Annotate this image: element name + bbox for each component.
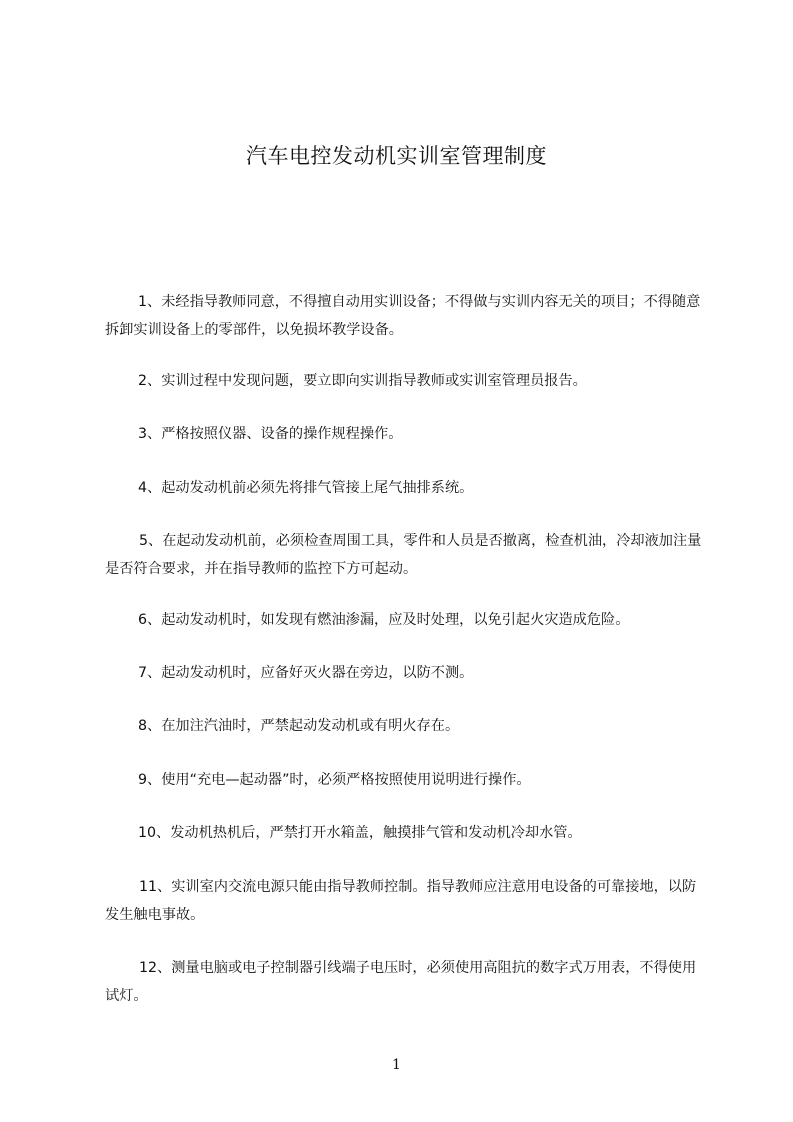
- rule-4: 4、起动发动机前必须先将排气管接上尾气抽排系统。: [138, 480, 474, 496]
- rule-1: 1、未经指导教师同意，不得擅自动用实训设备；不得做与实训内容无关的项目；不得随意拆卸实训设备上的零部件，以免损坏教学设备。: [105, 294, 701, 338]
- rule-9: 9、使用“充电—起动器”时，必须严格按照使用说明进行操作。: [138, 772, 531, 788]
- rule-2: 2、实训过程中发现问题，要立即向实训指导教师或实训室管理员报告。: [138, 373, 587, 389]
- rule-10: 10、发动机热机后，严禁打开水箱盖，触摸排气管和发动机冷却水管。: [138, 825, 582, 841]
- rule-7: 7、起动发动机时，应备好灭火器在旁边，以防不测。: [138, 665, 474, 681]
- rule-8: 8、在加注汽油时，严禁起动发动机或有明火存在。: [138, 718, 460, 734]
- rule-12: 12、测量电脑或电子控制器引线端子电压时，必须使用高阻抗的数字式万用表，不得使用试灯。: [105, 960, 697, 1004]
- rule-5: 5、在起动发动机前，必须检查周围工具，零件和人员是否撤离，检查机油，冷却液加注量是否符合要求，并在指导教师的监控下方可起动。: [105, 533, 702, 577]
- rule-11: 11、实训室内交流电源只能由指导教师控制。指导教师应注意用电设备的可靠接地，以防发生触电事故。: [105, 879, 697, 923]
- document-title: 汽车电控发动机实训室管理制度: [246, 144, 547, 168]
- rule-3: 3、严格按照仪器、设备的操作规程操作。: [138, 426, 403, 442]
- page-number: 1: [392, 1057, 401, 1073]
- rule-6: 6、起动发动机时，如发现有燃油渗漏，应及时处理，以免引起火灾造成危险。: [138, 612, 630, 628]
